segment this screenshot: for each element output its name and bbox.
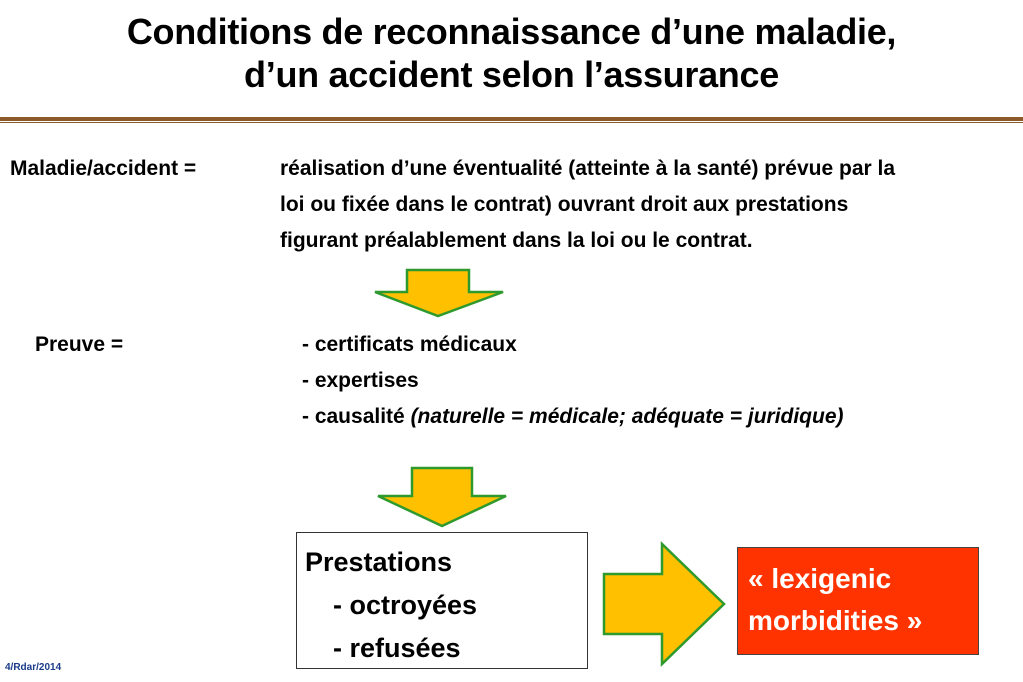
preuve-label: Preuve = xyxy=(35,333,124,356)
prestations-heading: Prestations xyxy=(305,547,453,577)
prestations-item-octroyees: - octroyées xyxy=(333,590,478,620)
title-divider-thick xyxy=(0,117,1023,121)
definition-line-1: réalisation d’une éventualité (atteinte à la santé) prévue par la xyxy=(280,157,896,180)
lexigenic-callout xyxy=(737,547,979,655)
down-arrow-icon xyxy=(373,268,505,318)
causalite-prefix: - causalité xyxy=(302,405,411,428)
title-line-2: d’un accident selon l’assurance xyxy=(244,54,779,95)
title-divider-thin xyxy=(0,122,1023,123)
definition-line-2: loi ou fixée dans le contrat) ouvrant droit aux prestations xyxy=(280,193,849,216)
slide-title xyxy=(0,10,1023,96)
prestations-box xyxy=(296,532,588,669)
right-arrow-icon xyxy=(602,542,726,666)
callout-line-1: « lexigenic xyxy=(748,563,892,594)
preuve-item-expertises: - expertises xyxy=(302,369,419,392)
down-arrow-icon xyxy=(376,466,508,528)
definition-line-3: figurant préalablement dans la loi ou le contrat. xyxy=(280,229,753,252)
preuve-list xyxy=(302,327,844,435)
preuve-item-certificats: - certificats médicaux xyxy=(302,333,517,356)
definition-label: Maladie/accident = xyxy=(10,157,197,180)
slide-footer: 4/Rdar/2014 xyxy=(5,662,62,673)
title-line-1: Conditions de reconnaissance d’une maladie, xyxy=(126,11,897,52)
causalite-detail: (naturelle = médicale; adéquate = juridique) xyxy=(410,405,844,428)
preuve-item-causalite xyxy=(302,399,844,435)
callout-line-2: morbidities » xyxy=(748,605,923,636)
prestations-item-refusees: - refusées xyxy=(333,633,461,663)
definition-text xyxy=(280,151,1015,259)
